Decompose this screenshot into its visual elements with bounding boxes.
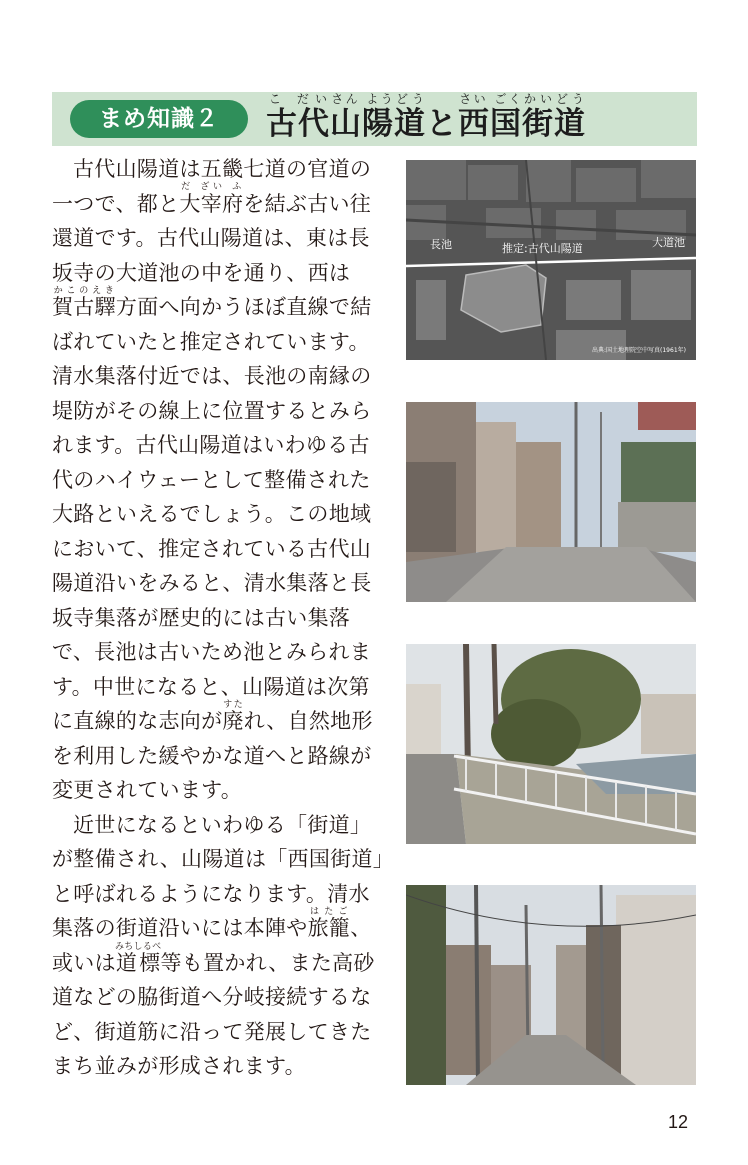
text-run: 、或いは [52,916,372,975]
text-run: れ、自然地形を利用した緩やかな道へと路線が変更されています。 [52,709,373,802]
section-title [266,92,586,146]
text-run: 方面へ向かうほぼ直線で結ばれていたと推定されています。清水集落付近では、長池の南縁の堤防がその線上に位置するとみられます。古代山陽道はいわゆる古代のハイウェーとして整備された大路といえるでしょう。この地域において、推定されている古代山陽道沿いをみると、清水集落と長坂寺集落が歴史的には古い集落で、長池は古いため池とみられます。中世になると、山陽道は次第に直線的な志向が [52,295,372,733]
aerial-photo [406,160,696,360]
ruby-word: 大宰府だ ざい ふ [179,181,244,216]
aerial-label-nagaike: 長池 [430,238,452,251]
title-segment: と [426,106,458,142]
title-segment: 西国さい ごく [458,92,522,142]
aerial-label-route: 推定:古代山陽道 [502,242,583,255]
text-run: 近世になるといわゆる「街道」が整備され、山陽道は「西国街道」と呼ばれるようになります。清水集落の街道沿いには本陣や [52,812,384,940]
body-paragraph [52,808,390,1084]
text-run: 古代山陽道は五畿七道の官道の一つで、都と [52,157,372,216]
ruby-word: 道標みちしるべ [114,941,162,975]
title-segment: 道どう [394,92,426,142]
text-run: を結ぶ古い往還道です。古代山陽道は、東は長坂寺の大道池の中を通り、西は [52,191,372,285]
text-run: 等も置かれ、また高砂道などの脇街道へ分岐接続するなど、街道筋に沿って発展してきたまち並みが形成されます。 [52,950,375,1078]
ruby-word: 賀古驛かこのえき [52,286,116,319]
aerial-credit: 出典:国土地理院空中写真(1961年) [592,347,686,354]
canal-photo [406,644,696,844]
aerial-label-daidoike: 大道池 [652,236,685,249]
ruby-word: 旅籠はたご [307,907,351,940]
title-segment: 道どう [554,92,586,142]
section-header [52,92,697,146]
title-segment: 街かい [522,92,554,142]
page-number: 12 [668,1112,689,1132]
title-segment: 古代こ だい [266,92,330,142]
body-paragraph [52,152,390,808]
ruby-word: 廃すた [222,700,244,733]
street-photo-1 [406,402,696,602]
body-text [52,152,390,1084]
street-photo-2 [406,885,696,1085]
title-segment: 山陽さん よう [330,92,394,142]
mame-chishiki-badge: まめ知識２ [70,100,248,138]
